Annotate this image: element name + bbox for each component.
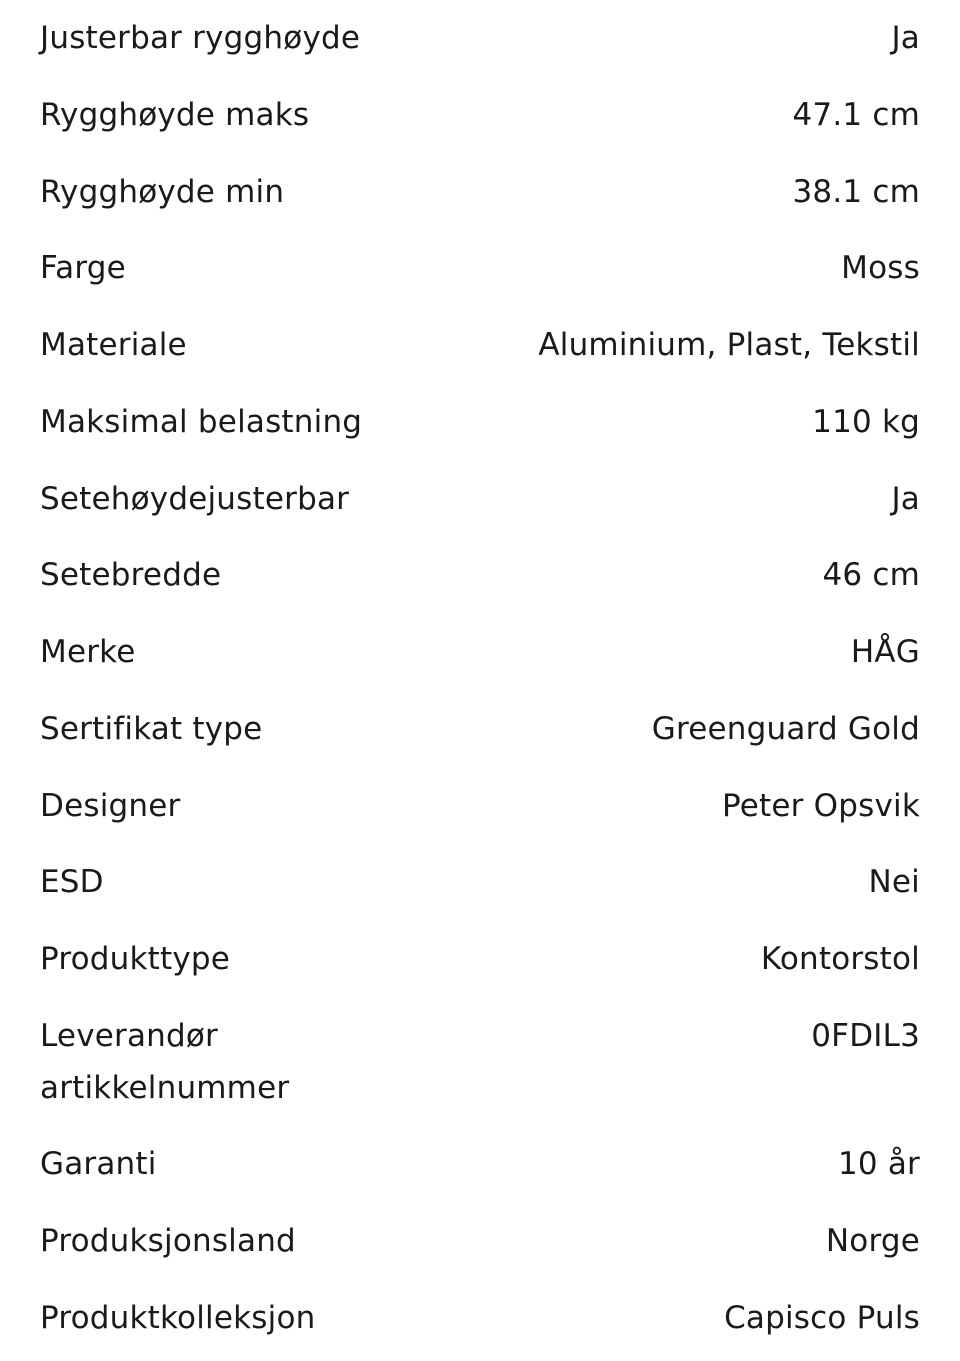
spec-value: HÅG — [850, 634, 920, 670]
spec-value: Capisco Puls — [724, 1300, 920, 1336]
spec-label: Garanti — [40, 1146, 157, 1182]
spec-label: Setebredde — [40, 557, 222, 593]
spec-label: Leverandør artikkelnummer — [40, 1018, 290, 1106]
spec-row-materiale — [40, 319, 920, 371]
spec-value: 10 år — [837, 1146, 920, 1182]
spec-value: Peter Opsvik — [721, 788, 920, 824]
spec-row-esd — [40, 856, 920, 908]
spec-label: Rygghøyde min — [40, 174, 285, 210]
spec-value: Ja — [891, 481, 920, 517]
spec-row-setebredde — [40, 549, 920, 601]
spec-label: Maksimal belastning — [40, 404, 363, 440]
spec-label: Designer — [40, 788, 181, 824]
spec-row-produksjonsland — [40, 1215, 920, 1267]
spec-label: Produksjonsland — [40, 1223, 296, 1259]
spec-row-rygghoyde-min — [40, 166, 920, 218]
spec-value: Ja — [891, 20, 920, 56]
spec-row-merke — [40, 626, 920, 678]
spec-label: Justerbar rygghøyde — [40, 20, 361, 56]
spec-label: Produktkolleksjon — [40, 1300, 316, 1336]
spec-row-rygghoyde-maks — [40, 89, 920, 141]
spec-value: Aluminium, Plast, Tekstil — [538, 327, 920, 363]
spec-value: 47.1 cm — [792, 97, 920, 133]
spec-label: Materiale — [40, 327, 187, 363]
spec-row-justerbar-rygghoyde — [40, 12, 920, 64]
spec-value: 46 cm — [822, 557, 920, 593]
spec-value: 110 kg — [812, 404, 920, 440]
spec-value: Norge — [825, 1223, 920, 1259]
spec-label: Merke — [40, 634, 136, 670]
spec-label: Sertifikat type — [40, 711, 263, 747]
spec-value: Kontorstol — [760, 941, 920, 977]
spec-value: Moss — [841, 250, 920, 286]
spec-value: 38.1 cm — [792, 174, 920, 210]
spec-label: Rygghøyde maks — [40, 97, 310, 133]
spec-row-produkttype — [40, 933, 920, 985]
spec-row-maksimal-belastning — [40, 396, 920, 448]
spec-row-produktkolleksjon — [40, 1292, 920, 1344]
spec-row-farge — [40, 242, 920, 294]
spec-label: Farge — [40, 250, 126, 286]
spec-row-designer — [40, 780, 920, 832]
spec-row-setehoydejusterbar — [40, 473, 920, 525]
spec-row-garanti — [40, 1138, 920, 1190]
spec-label: Setehøydejusterbar — [40, 481, 350, 517]
spec-label: ESD — [40, 864, 104, 900]
spec-row-sertifikat-type — [40, 703, 920, 755]
spec-label: Produkttype — [40, 941, 231, 977]
spec-row-leverandor-artikkelnummer — [40, 1010, 920, 1114]
spec-value: Greenguard Gold — [651, 711, 920, 747]
spec-value: 0FDIL3 — [811, 1018, 920, 1054]
spec-value: Nei — [868, 864, 920, 900]
